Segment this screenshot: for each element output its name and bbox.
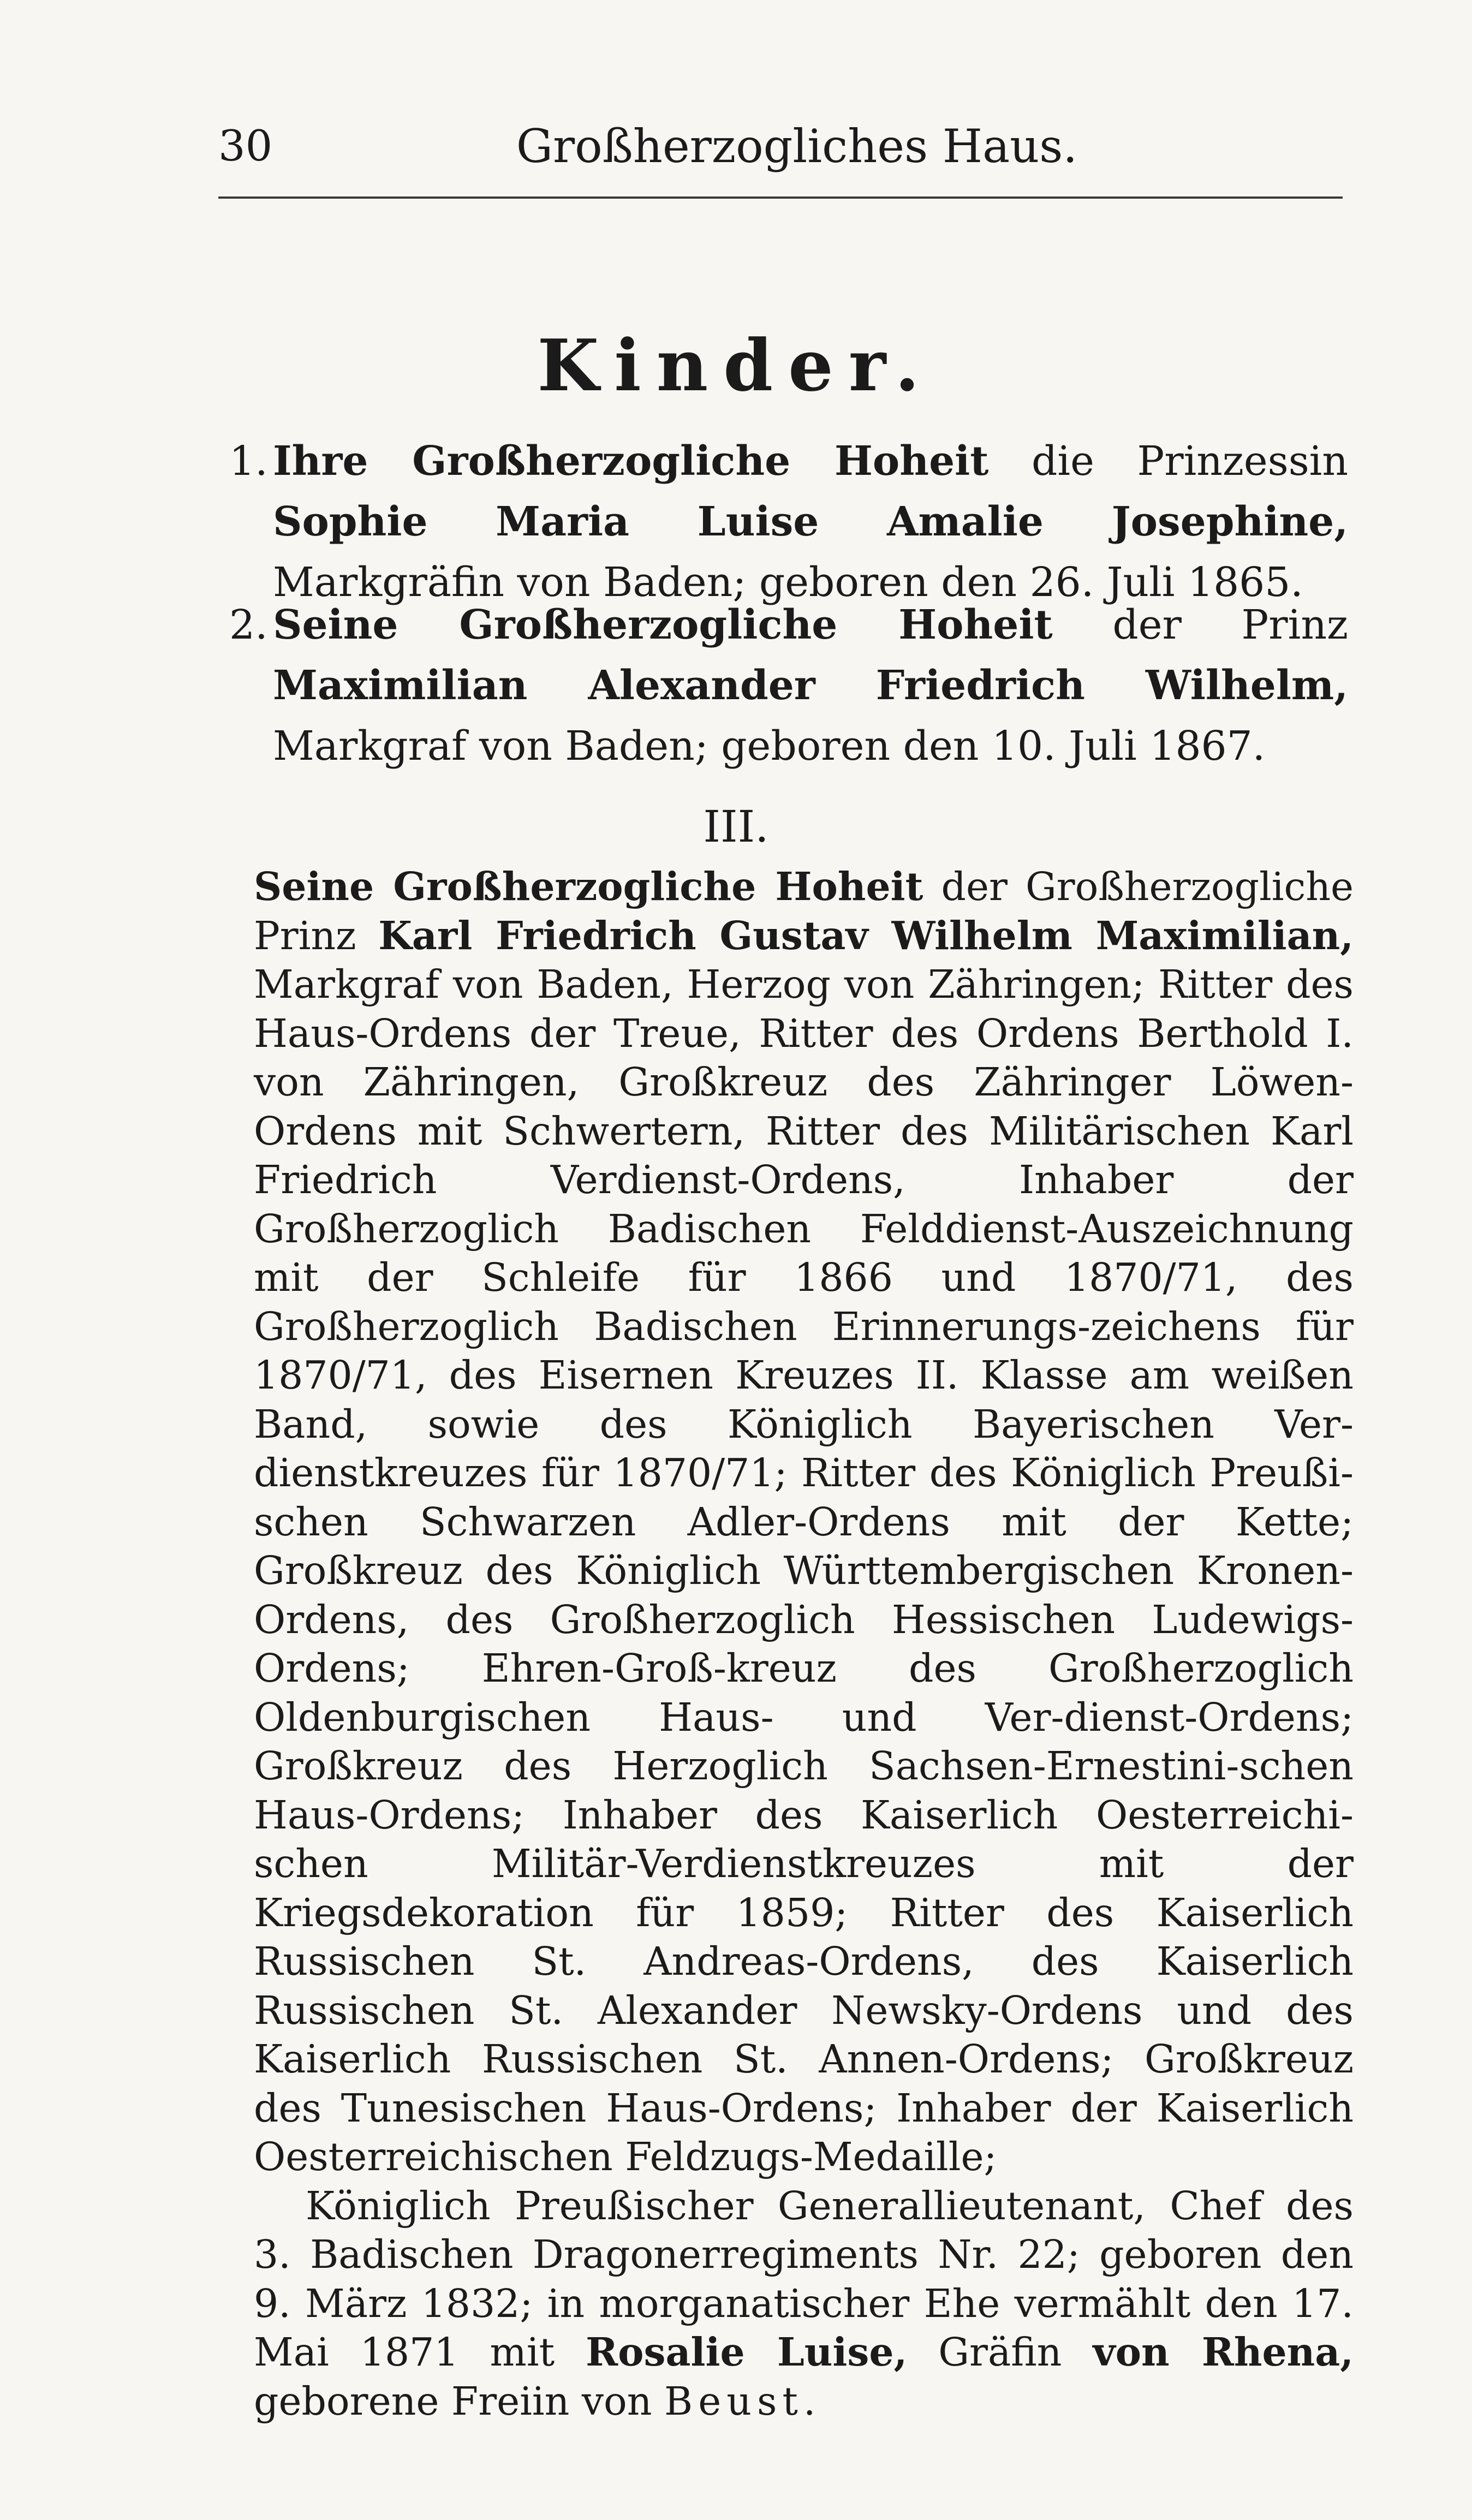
rank: die Prinzessin — [1032, 438, 1348, 485]
entry-text: Markgraf von Baden; geboren den 10. Juli 1867. — [273, 723, 1266, 770]
spouse-name: Rosalie Luise, — [586, 2329, 908, 2375]
career-paragraph — [254, 2182, 1354, 2426]
list-number: 1. — [229, 438, 268, 485]
prince-entry — [254, 862, 1354, 2426]
spouse-birth: geborene Freiin von — [254, 2378, 652, 2424]
section-heading: Kinder. — [537, 324, 935, 407]
list-number: 2. — [229, 601, 268, 648]
child-entry — [229, 595, 1348, 777]
page-number: 30 — [218, 122, 273, 171]
spouse-family: von Rhena, — [1093, 2329, 1354, 2375]
honorific: Seine Großherzogliche Hoheit — [254, 863, 923, 909]
child-entry — [229, 431, 1348, 613]
orders-text: Markgraf von Baden, Herzog von Zähringen; Ritter des Haus-Ordens der Treue, Ritter des Ordens Berthold I. von Zähringen, Großkreuz des Zähringer Löwen-Ordens mit Schwertern, Ritter des Militärischen Karl Friedrich Verdienst-Ordens, Inhaber der Großherzoglich Badischen Felddienst-Auszeichnung mit der Schleife für 1866 und 1870/71, des Großherzoglich Badischen Erinnerungs-zeichens für 1870/71, des Eisernen Kreuzes II. Klasse am weißen Band, sowie des Königlich Bayerischen Ver-dienstkreuzes für 1870/71; Ritter des Königlich Preußi-schen Schwarzen Adler-Ordens mit der Kette; Großkreuz des Königlich Württembergischen Kronen-Ordens, des Großherzoglich Hessischen Ludewigs-Ordens; Ehren-Groß-kreuz des Großherzoglich Oldenburgischen Haus- und Ver-dienst-Ordens; Großkreuz des Herzoglich Sachsen-Ernestini-schen Haus-Ordens; Inhaber des Kaiserlich Oesterreichi-schen Militär-Verdienstkreuzes mit der Kriegsdekoration für 1859; Ritter des Kaiserlich Russischen St. Andreas-Ordens, des Kaiserlich Russischen St. Alexander Newsky-Ordens und des Kaiserlich Russischen St. Annen-Ordens; Großkreuz des Tunesischen Haus-Ordens; Inhaber der Kaiserlich Oesterreichischen Feldzugs-Medaille; — [254, 962, 1354, 2179]
spouse-title: Gräfin — [938, 2330, 1062, 2375]
person-name: Karl Friedrich Gustav Wilhelm Maximilian, — [378, 912, 1354, 958]
career-text: Königlich Preußischer Generallieutenant, Chef des 3. Badischen Dragonerregiments Nr. 22; geboren den 9. März 1832; in morganatischer Ehe vermählt den 17. Mai 1871 mit — [254, 2183, 1354, 2375]
running-title: Großherzogliches Haus. — [516, 120, 1078, 173]
entry-text: Markgräfin von Baden; geboren den 26. Juli 1865. — [273, 559, 1303, 606]
honorific: Seine Großherzogliche Hoheit — [273, 601, 1053, 648]
person-name: Maximilian Alexander Friedrich Wilhelm, — [273, 662, 1348, 709]
section-number: III. — [703, 801, 769, 852]
rank: der Prinz — [1112, 601, 1348, 648]
running-header — [218, 115, 1343, 199]
honorific: Ihre Großherzogliche Hoheit — [273, 438, 989, 485]
person-name: Sophie Maria Luise Amalie Josephine, — [273, 498, 1348, 545]
titles-paragraph — [254, 862, 1354, 2182]
rank: der Großherzogliche Prinz — [254, 864, 1354, 958]
spouse-birth-name: Beust. — [664, 2378, 821, 2424]
